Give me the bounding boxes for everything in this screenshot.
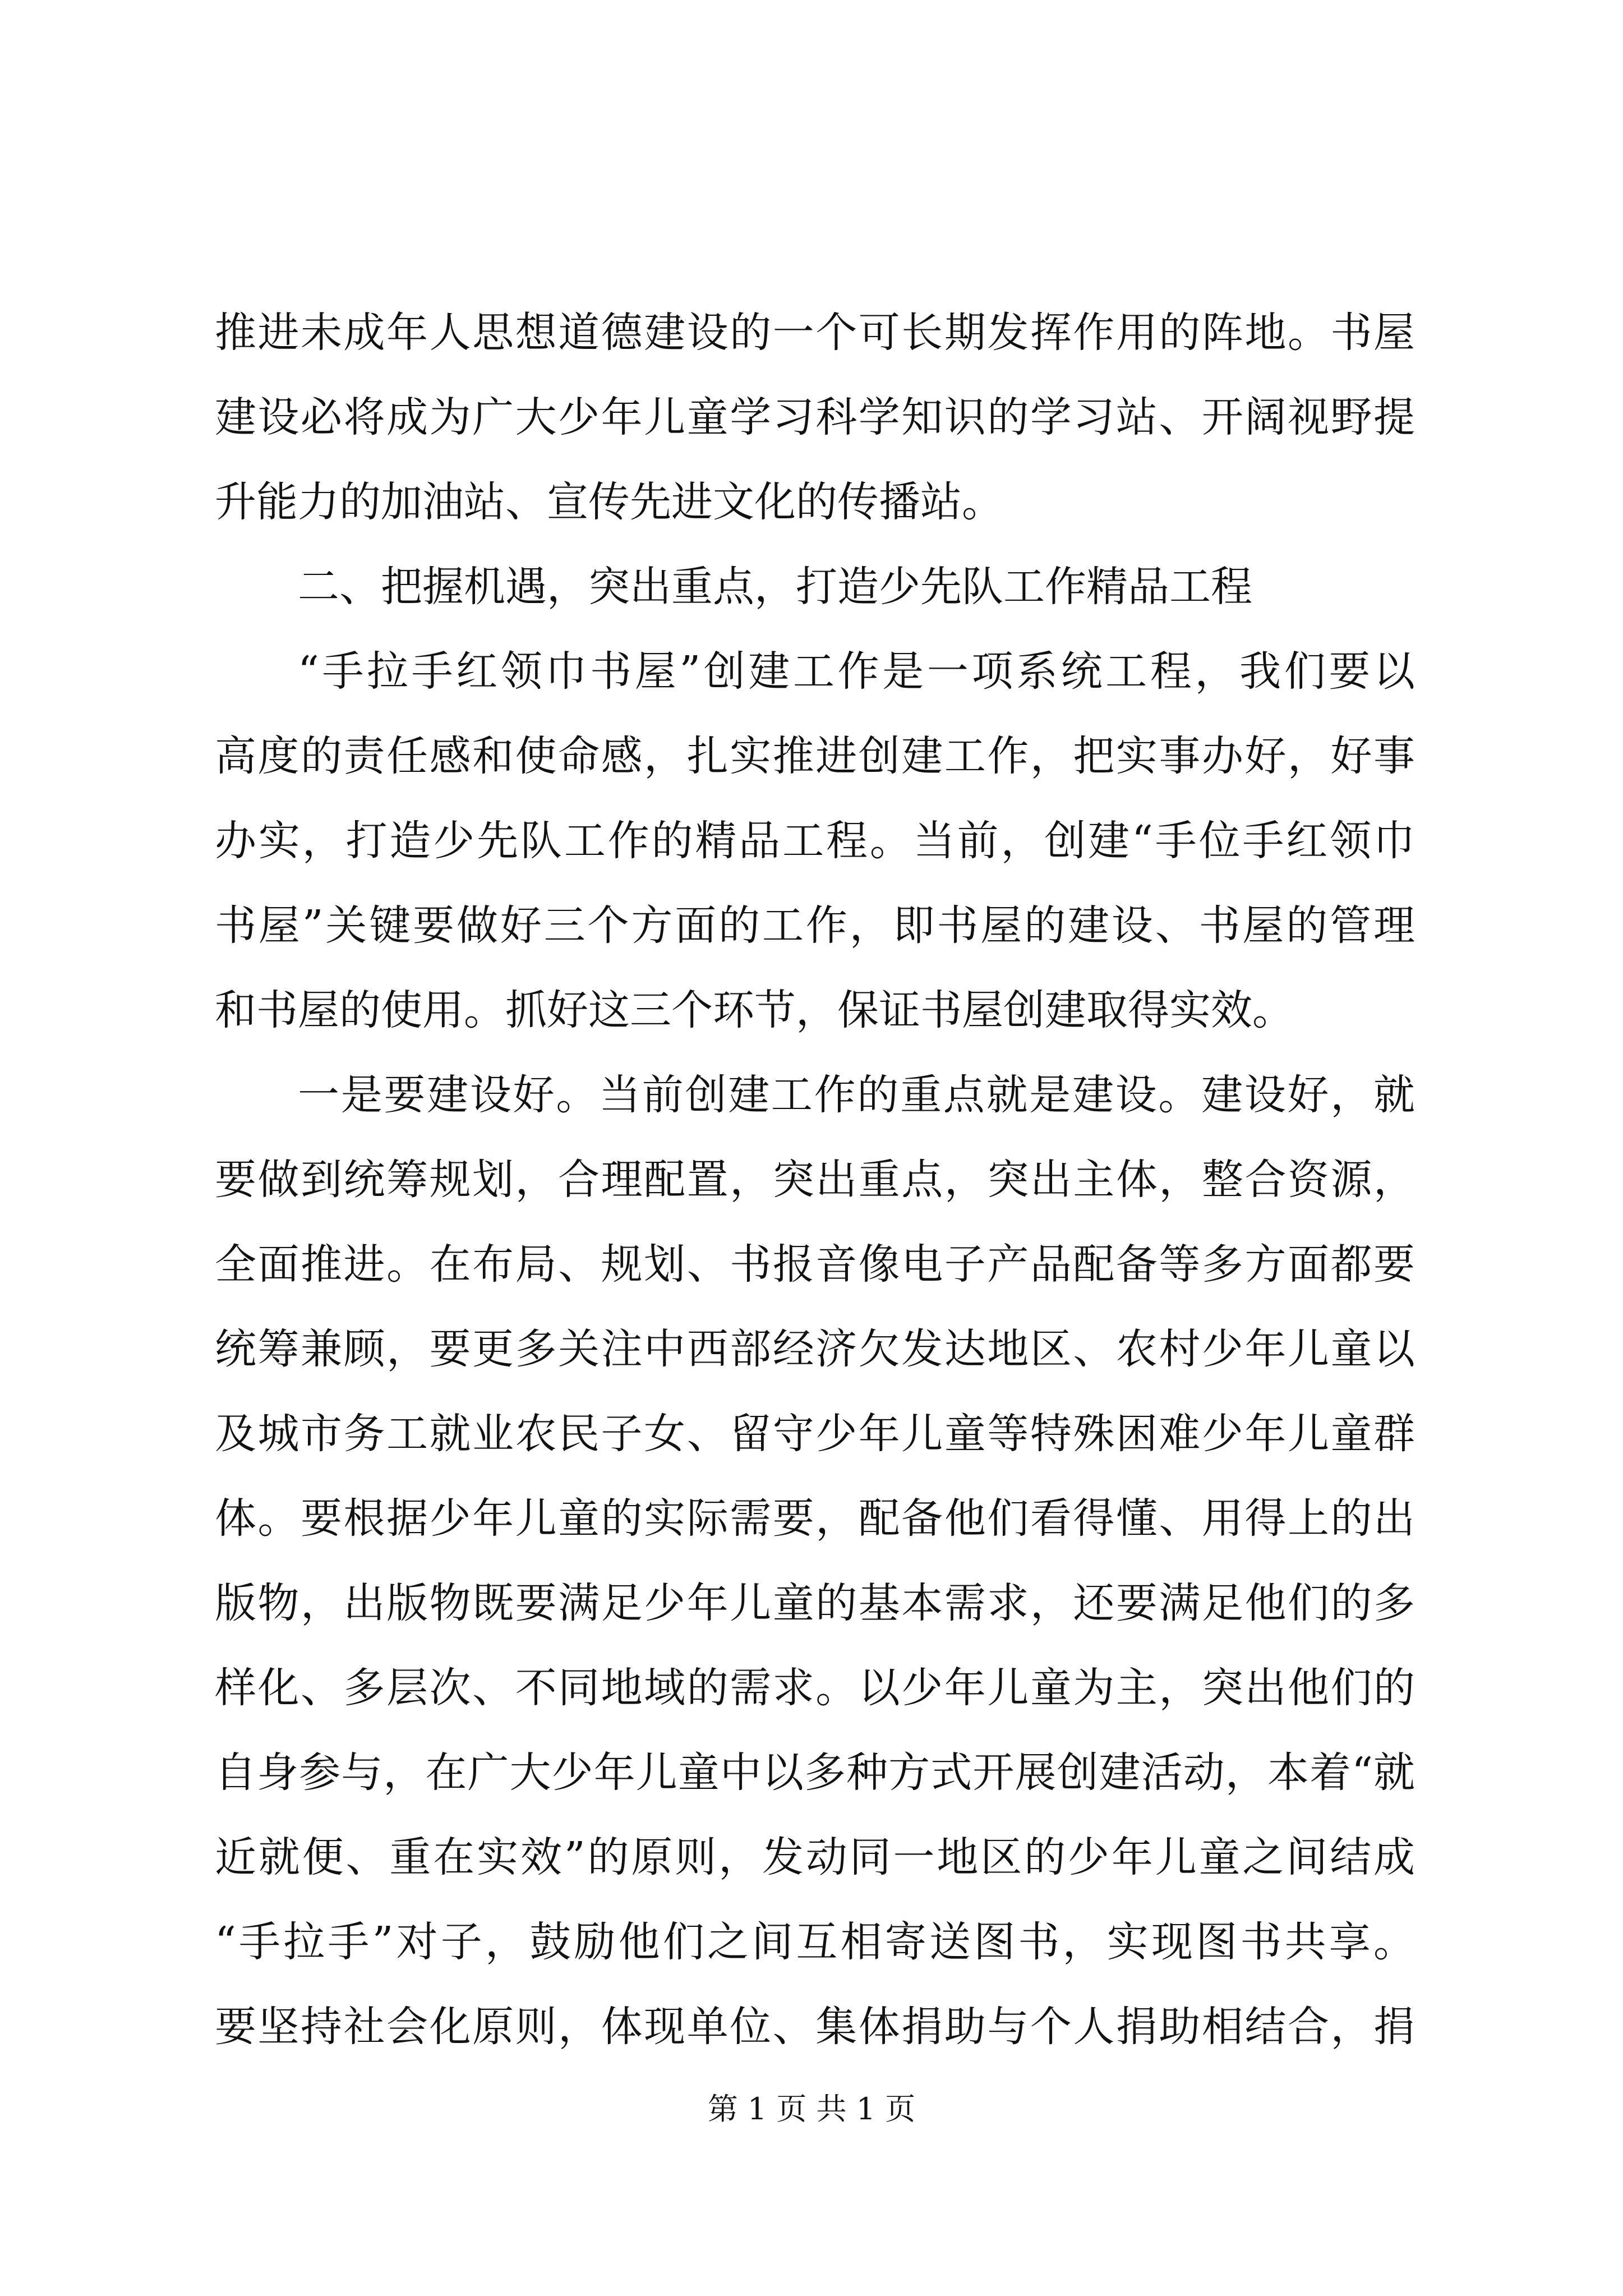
text-line: 近就便、重在实效”的原则，发动同一地区的少年儿童之间结成 [215, 1833, 1415, 1881]
text-line: 样化、多层次、不同地域的需求。以少年儿童为主，突出他们的 [215, 1664, 1415, 1712]
page-footer: 第 1 页 共 1 页 [707, 2091, 916, 2127]
text-line: 和书屋的使用。抓好这三个环节，保证书屋创建取得实效。 [215, 986, 1294, 1034]
text-line: 要做到统筹规划，合理配置，突出重点，突出主体，整合资源， [215, 1156, 1415, 1204]
text-line: 办实，打造少先队工作的精品工程。当前，创建“手位手红领巾 [215, 817, 1415, 865]
text-line: 自身参与，在广大少年儿童中以多种方式开展创建活动，本着“就 [215, 1749, 1415, 1797]
text-line: “手拉手红领巾书屋”创建工作是一项系统工程，我们要以 [298, 647, 1415, 696]
text-line: 建设必将成为广大少年儿童学习科学知识的学习站、开阔视野提 [215, 393, 1415, 441]
text-line: 要坚持社会化原则，体现单位、集体捐助与个人捐助相结合，捐 [215, 2003, 1415, 2051]
section-heading: 二、把握机遇，突出重点，打造少先队工作精品工程 [298, 563, 1252, 611]
text-line: 推进未成年人思想道德建设的一个可长期发挥作用的阵地。书屋 [215, 309, 1415, 357]
text-line: 全面推进。在布局、规划、书报音像电子产品配备等多方面都要 [215, 1240, 1415, 1289]
text-line: “手拉手”对子，鼓励他们之间互相寄送图书，实现图书共享。 [215, 1918, 1415, 1966]
text-line: 一是要建设好。当前创建工作的重点就是建设。建设好，就 [298, 1071, 1415, 1119]
document-body [215, 291, 1415, 2069]
text-line: 版物，出版物既要满足少年儿童的基本需求，还要满足他们的多 [215, 1579, 1415, 1627]
text-line: 升能力的加油站、宣传先进文化的传播站。 [215, 478, 1003, 526]
text-line: 体。要根据少年儿童的实际需要，配备他们看得懂、用得上的出 [215, 1494, 1415, 1543]
text-line: 统筹兼顾，要更多关注中西部经济欠发达地区、农村少年儿童以 [215, 1325, 1415, 1373]
text-line: 高度的责任感和使命感，扎实推进创建工作，把实事办好，好事 [215, 732, 1415, 780]
text-line: 书屋”关键要做好三个方面的工作，即书屋的建设、书屋的管理 [215, 901, 1415, 950]
text-line: 及城市务工就业农民子女、留守少年儿童等特殊困难少年儿童群 [215, 1410, 1415, 1458]
